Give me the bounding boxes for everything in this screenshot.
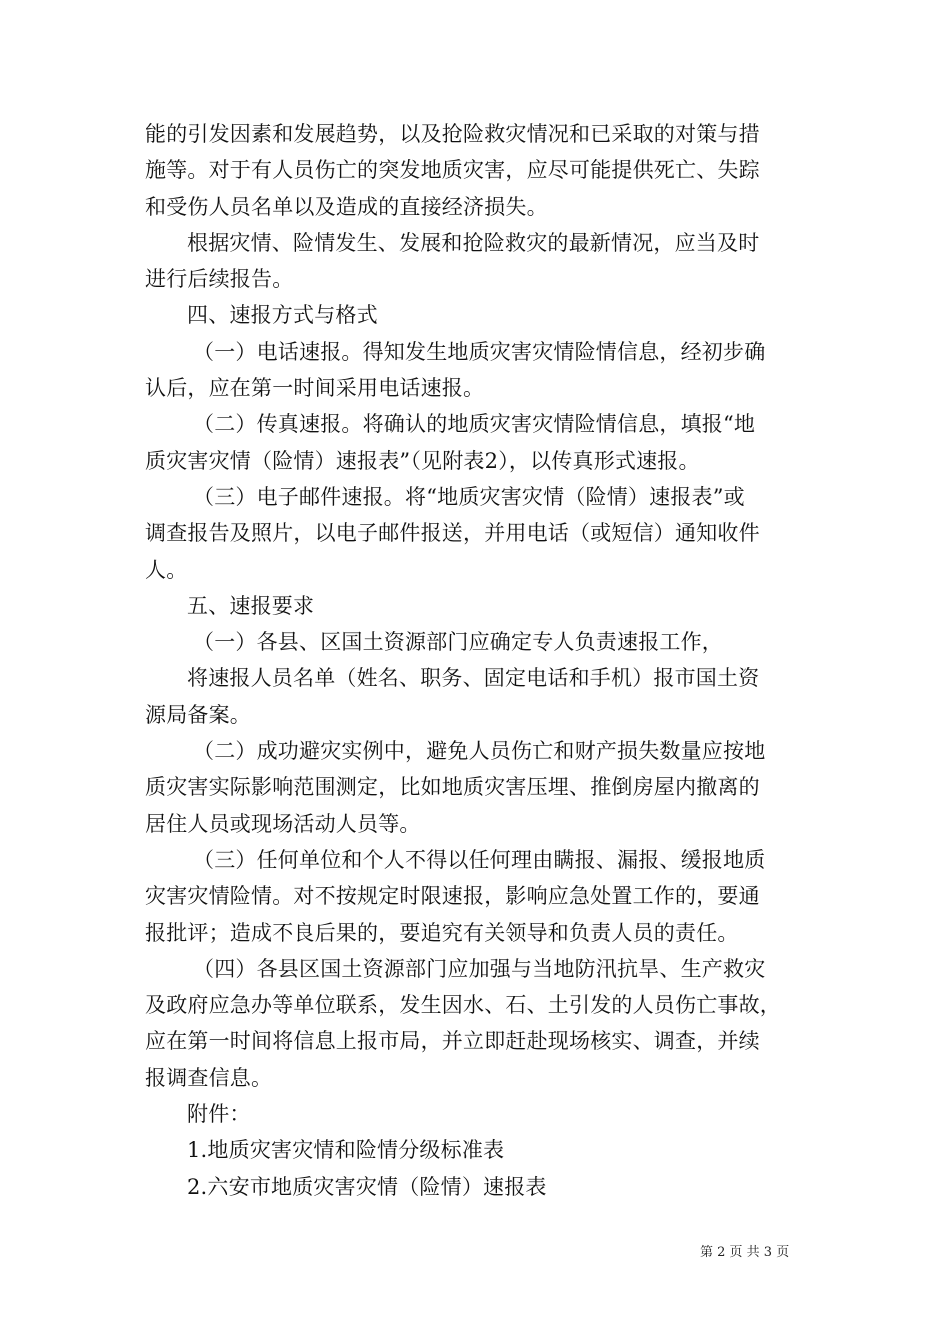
- body-line: 报调查信息。: [145, 1065, 273, 1090]
- body-line: 质灾害实际影响范围测定，比如地质灾害压埋、推倒房屋内撤离的: [145, 775, 760, 800]
- body-line: 施等。对于有人员伤亡的突发地质灾害，应尽可能提供死亡、失踪: [145, 158, 760, 183]
- body-line: （一）电话速报。得知发生地质灾害灾情险情信息，经初步确: [193, 339, 766, 364]
- document-body: [145, 116, 810, 1205]
- body-line: （三）电子邮件速报。将“地质灾害灾情（险情）速报表”或: [193, 484, 745, 509]
- body-line: 进行后续报告。: [145, 267, 294, 292]
- body-line: 根据灾情、险情发生、发展和抢险救灾的最新情况，应当及时: [187, 230, 760, 255]
- body-line: （三）任何单位和个人不得以任何理由瞒报、漏报、缓报地质: [193, 847, 766, 872]
- section-heading: 五、速报要求: [187, 593, 315, 618]
- body-line: 能的引发因素和发展趋势，以及抢险救灾情况和已采取的对策与措: [145, 122, 760, 146]
- body-line: （四）各县区国土资源部门应加强与当地防汛抗旱、生产救灾: [193, 956, 766, 981]
- body-line: （二）成功避灾实例中，避免人员伤亡和财产损失数量应按地: [193, 739, 766, 764]
- attachment-heading: 附件：: [187, 1102, 251, 1127]
- body-line: 报批评；造成不良后果的，要追究有关领导和负责人员的责任。: [145, 920, 739, 945]
- body-line: 源局备案。: [145, 702, 251, 727]
- body-line: 人。: [145, 557, 188, 582]
- section-heading: 四、速报方式与格式: [187, 303, 378, 328]
- body-line: 应在第一时间将信息上报市局，并立即赶赴现场核实、调查，并续: [145, 1029, 760, 1054]
- attachment-item: 1.地质灾害灾情和险情分级标准表: [187, 1138, 505, 1163]
- body-line: 居住人员或现场活动人员等。: [145, 811, 421, 836]
- body-line: （二）传真速报。将确认的地质灾害灾情险情信息，填报“地: [193, 412, 756, 437]
- body-line: （一）各县、区国土资源部门应确定专人负责速报工作，: [193, 630, 723, 655]
- body-line: 灾害灾情险情。对不按规定时限速报，影响应急处置工作的，要通: [145, 884, 760, 909]
- body-line: 将速报人员名单（姓名、职务、固定电话和手机）报市国土资: [187, 666, 760, 691]
- body-line: 和受伤人员名单以及造成的直接经济损失。: [145, 194, 548, 219]
- attachment-item: 2.六安市地质灾害灾情（险情）速报表: [187, 1174, 547, 1199]
- body-line: 及政府应急办等单位联系，发生因水、石、土引发的人员伤亡事故，: [145, 993, 781, 1018]
- body-line: 调查报告及照片，以电子邮件报送，并用电话（或短信）通知收件: [145, 521, 760, 546]
- body-line: 质灾害灾情（险情）速报表”（见附表2），以传真形式速报。: [145, 448, 700, 473]
- page-number: 第 2 页 共 3 页: [700, 1245, 790, 1260]
- body-line: 认后，应在第一时间采用电话速报。: [145, 376, 485, 401]
